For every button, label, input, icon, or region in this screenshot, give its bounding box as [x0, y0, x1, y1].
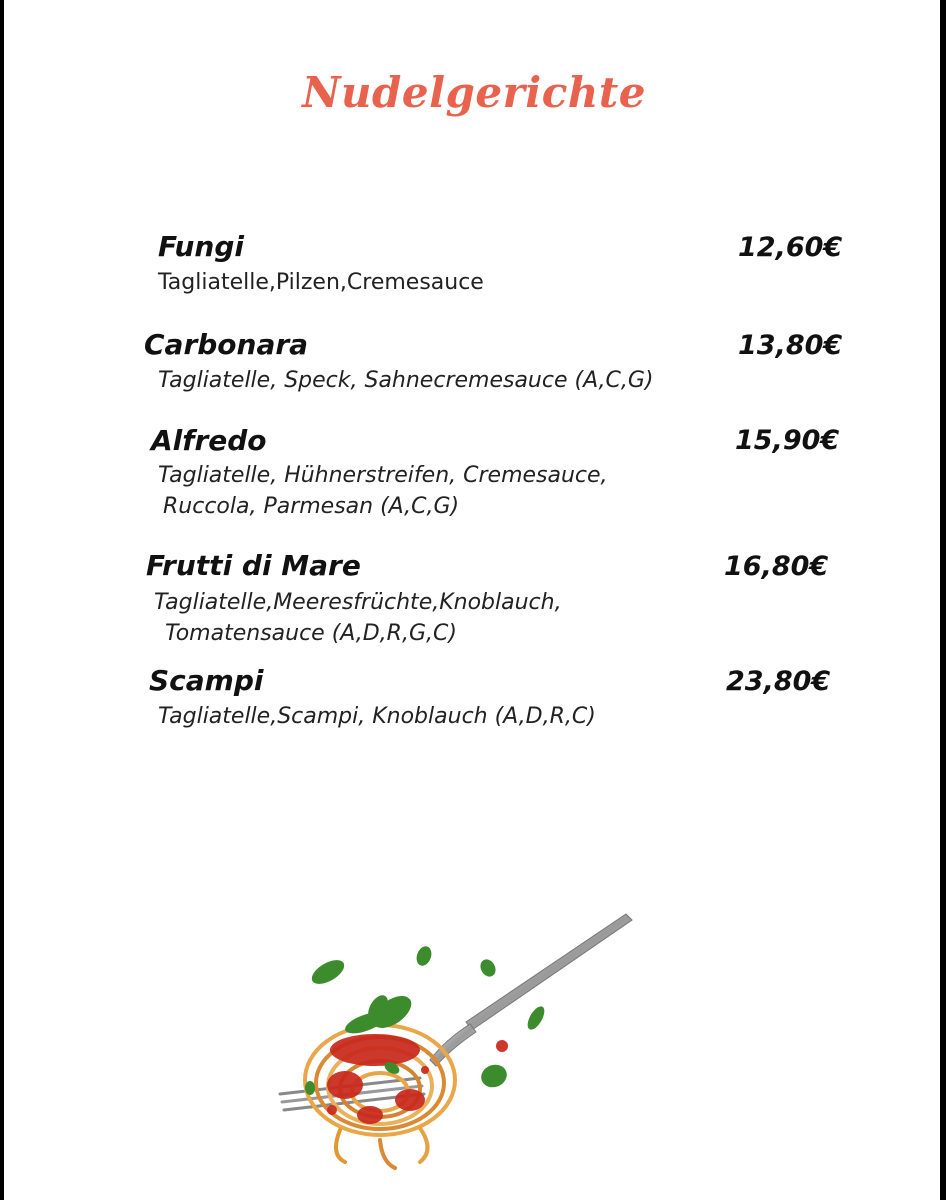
dish-name-scampi: Scampi	[149, 664, 264, 697]
menu-page	[4, 0, 940, 1200]
dish-description-carbonara: Tagliatelle, Speck, Sahnecremesauce (A,C,G)	[158, 368, 654, 393]
dish-price-scampi: 23,80€	[726, 666, 831, 697]
spaghetti-fork-icon	[270, 900, 640, 1170]
dish-description-fungi: Tagliatelle,Pilzen,Cremesauce	[158, 270, 484, 295]
dish-price-fungi: 12,60€	[738, 232, 843, 263]
dish-price-carbonara: 13,80€	[738, 330, 843, 361]
dish-price-frutti-di-mare: 16,80€	[724, 551, 829, 582]
dish-name-fungi: Fungi	[158, 230, 244, 263]
dish-description-frutti-di-mare-line-2: Tomatensauce (A,D,R,G,C)	[165, 621, 457, 646]
dish-description-frutti-di-mare-line-1: Tagliatelle,Meeresfrüchte,Knoblauch,	[154, 590, 562, 615]
dish-description-scampi: Tagliatelle,Scampi, Knoblauch (A,D,R,C)	[158, 704, 596, 729]
dish-description-alfredo-line-2: Ruccola, Parmesan (A,C,G)	[163, 494, 460, 519]
dish-name-carbonara: Carbonara	[144, 328, 309, 361]
dish-name-alfredo: Alfredo	[151, 424, 267, 457]
dish-description-alfredo-line-1: Tagliatelle, Hühnerstreifen, Cremesauce,	[158, 463, 608, 488]
dish-name-frutti-di-mare: Frutti di Mare	[146, 549, 361, 582]
dish-price-alfredo: 15,90€	[735, 425, 840, 456]
page-title: Nudelgerichte	[302, 68, 646, 117]
